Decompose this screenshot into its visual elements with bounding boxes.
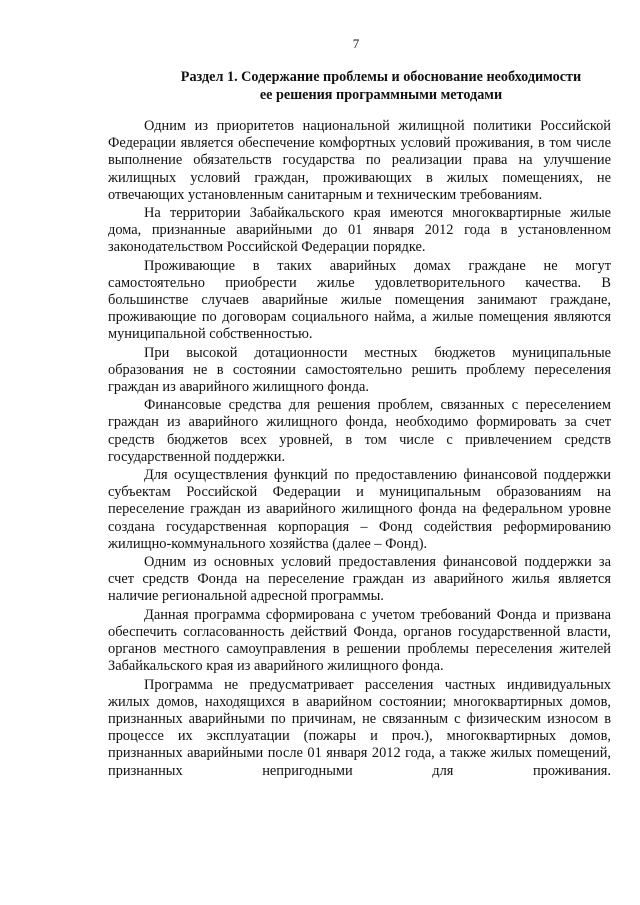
paragraph: Финансовые средства для решения проблем, связанных с переселением граждан из аварийного жилищного фонда, необходимо формировать за счет средств бюджетов всех уровней, в том числе с привлечением средств государственной поддержки. [108, 397, 611, 465]
section-heading-line-1: Раздел 1. Содержание проблемы и обоснование необходимости [180, 69, 582, 85]
paragraph: Данная программа сформирована с учетом требований Фонда и призвана обеспечить согласованность действий Фонда, органов государственной власти, органов местного самоуправления в решении проблемы переселения жителей Забайкальского края из аварийного жилищного фонда. [108, 606, 611, 675]
paragraph: Одним из основных условий предоставления финансовой поддержки за счет средств Фонда на переселение граждан из аварийного жилья является наличие региональной адресной программы. [108, 554, 611, 605]
page-number: 7 [352, 36, 360, 51]
paragraph: Для осуществления функций по предоставлению финансовой поддержки субъектам Российской Федерации и муниципальным образованиям на переселение граждан из аварийного жилищного фонда на федеральном уровне создана государственная корпорация – Фонд содействия реформированию жилищно-коммунального хозяйства (далее – Фонд). [108, 467, 611, 552]
paragraph: Программа не предусматривает расселения частных индивидуальных жилых домов, находящихся в аварийном состоянии; многоквартирных домов, признанных аварийными по причинам, не связанным с физическим износом в процессе их эксплуатации (пожары и проч.), многоквартирных домов, признанных аварийными после 01 января 2012 года, а также жилых помещений, признанных непригодными для проживания. [108, 676, 611, 779]
body-text [108, 118, 611, 781]
paragraph: Проживающие в таких аварийных домах граждане не могут самостоятельно приобрести жилье удовлетворительного качества. В большинстве случаев аварийные жилые помещения занимают граждане, проживающие по договорам социального найма, а жилые помещения являются муниципальной собственностью. [108, 257, 611, 343]
paragraph: При высокой дотационности местных бюджетов муниципальные образования не в состоянии самостоятельно решить проблему переселения граждан из аварийного жилищного фонда. [108, 344, 611, 396]
paragraph: На территории Забайкальского края имеются многоквартирные жилые дома, признанные аварийными до 01 января 2012 года в установленном законодательством Российской Федерации порядке. [108, 205, 611, 256]
paragraph: Одним из приоритетов национальной жилищной политики Российской Федерации является обеспечение комфортных условий проживания, в том числе выполнение обязательств государства по реализации права на улучшение жилищных условий граждан, проживающих в жилых помещениях, не отвечающих установленным санитарным и техническим требованиям. [108, 118, 611, 203]
section-heading [150, 68, 612, 104]
section-heading-line-2: ее решения программными методами [259, 87, 503, 103]
